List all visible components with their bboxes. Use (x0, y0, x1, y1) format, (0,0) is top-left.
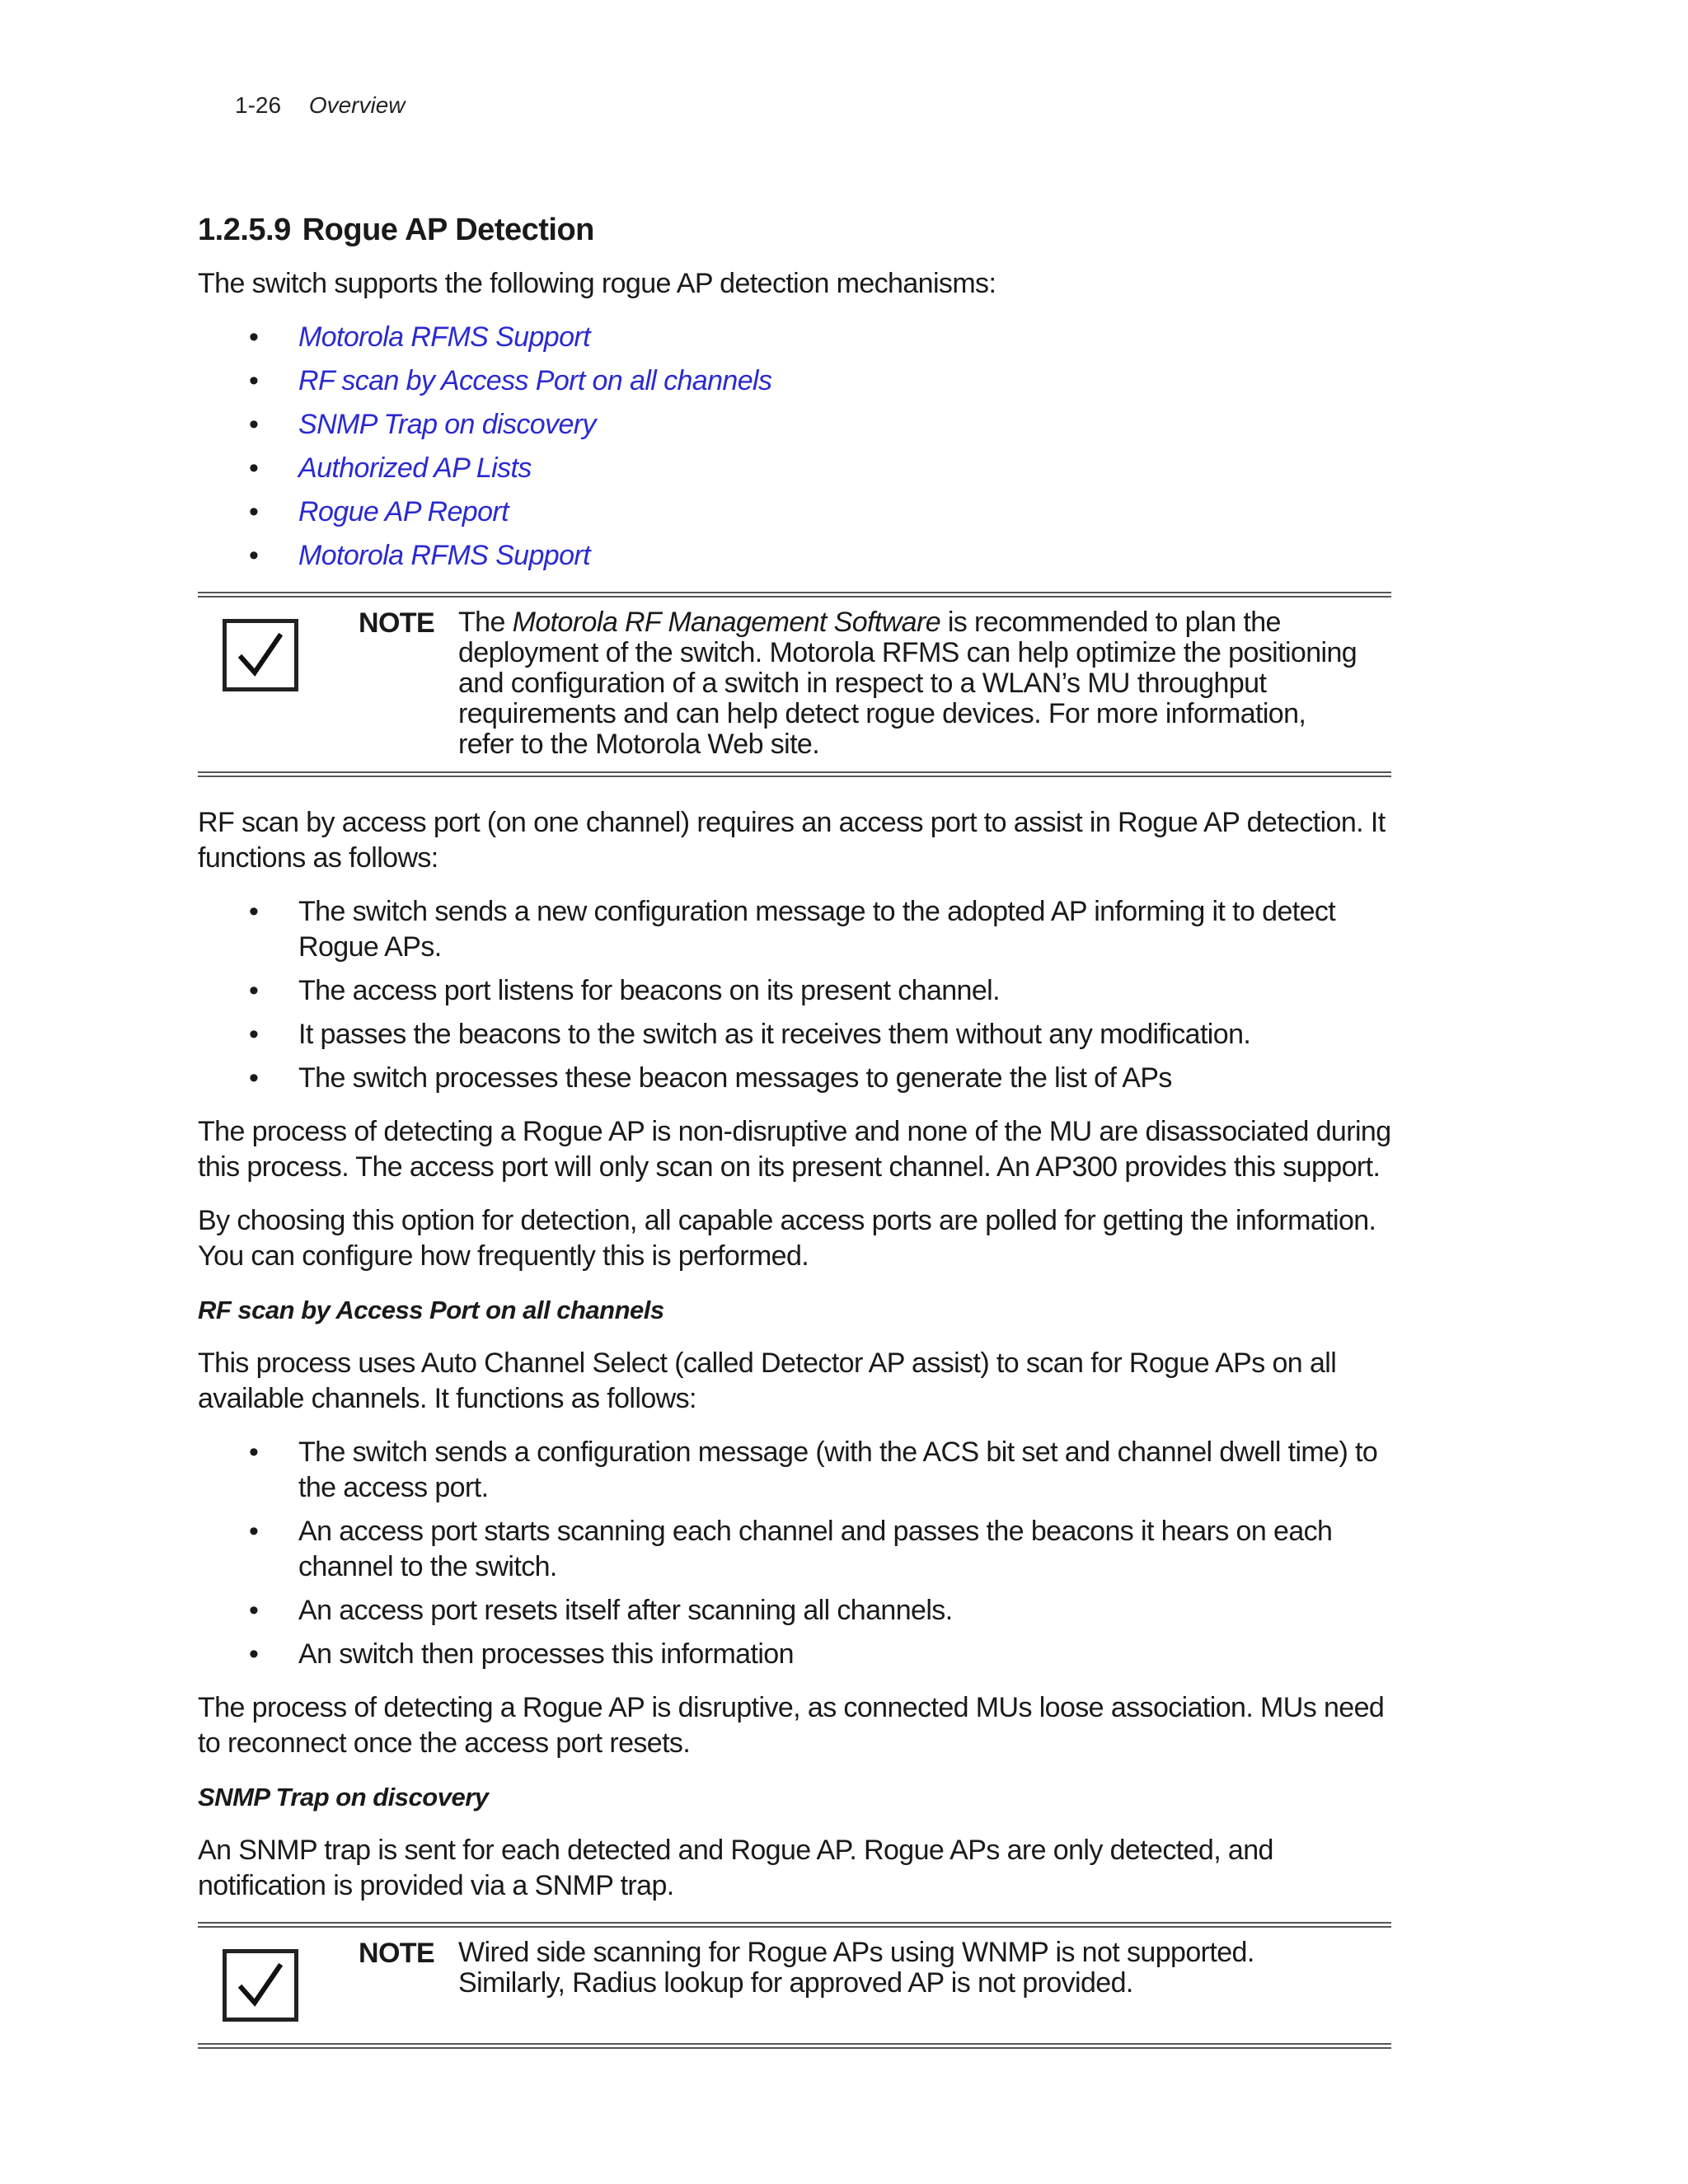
rf-one-channel-para-1: The process of detecting a Rogue AP is non-disruptive and none of the MU are disassociated during this process. The access port will only scan on its present channel. An AP300 provides this support. (198, 1116, 1391, 1183)
chapter-title: Overview (308, 92, 406, 118)
section-number: 1.2.5.9 (198, 213, 291, 247)
note-box (198, 592, 1391, 777)
link-rogue-ap-report[interactable]: Rogue AP Report (298, 496, 509, 527)
list-item (198, 320, 1393, 355)
list-item: • The switch processes these beacon messages to generate the list of APs (198, 1061, 1393, 1096)
page-content (198, 213, 1393, 2077)
rf-all-channels-intro: This process uses Auto Channel Select (called Detector AP assist) to scan for Rogue APs on all available channels. It functions as follows: (198, 1347, 1337, 1414)
list-item: • The access port listens for beacons on its present channel. (198, 973, 1393, 1009)
link-rfms-support[interactable]: Motorola RFMS Support (298, 321, 590, 353)
list-item (198, 494, 1393, 530)
list-item: • The switch sends a new configuration message to the adopted AP informing it to detect Rogue APs. (198, 894, 1393, 965)
list-item: • It passes the beacons to the switch as it receives them without any modification. (198, 1017, 1393, 1052)
running-header (235, 92, 406, 119)
link-rfms-support-2[interactable]: Motorola RFMS Support (298, 540, 590, 571)
snmp-para: An SNMP trap is sent for each detected and Rogue AP. Rogue APs are only detected, and notification is provided via a SNMP trap. (198, 1835, 1273, 1901)
mechanism-link-list (198, 320, 1393, 574)
rf-one-channel-intro: RF scan by access port (on one channel) requires an access port to assist in Rogue AP detection. It functions as follows: (198, 807, 1386, 874)
page-number: 1-26 (235, 92, 282, 118)
checkmark-icon (223, 1949, 298, 2022)
snmp-heading: SNMP Trap on discovery (198, 1783, 489, 1811)
link-snmp-trap[interactable]: SNMP Trap on discovery (298, 409, 596, 440)
rf-all-channels-para: The process of detecting a Rogue AP is disruptive, as connected MUs loose association. MUs need to reconnect once the access port resets. (198, 1692, 1385, 1759)
note-text: The Motorola RF Management Software is recommended to plan the deployment of the switch. Motorola RFMS can help optimize the positioning and configuration of a switch in respect to a WLAN’s MU throughput requirements and can help detect rogue devices. For more information, refer to the Motorola Web site. (458, 607, 1357, 760)
list-item: • An access port starts scanning each channel and passes the beacons it hears on each channel to the switch. (198, 1514, 1393, 1585)
note-emphasis: Motorola RF Management Software (512, 607, 940, 638)
note-label: NOTE (359, 607, 435, 639)
list-item: • The switch sends a configuration message (with the ACS bit set and channel dwell time) to the access port. (198, 1435, 1393, 1506)
rf-all-channels-heading: RF scan by Access Port on all channels (198, 1296, 664, 1324)
rf-all-channels-steps (198, 1435, 1393, 1672)
checkmark-icon (223, 619, 298, 691)
list-item: • An access port resets itself after scanning all channels. (198, 1593, 1393, 1629)
note-text: Wired side scanning for Rogue APs using WNMP is not supported. Similarly, Radius lookup for approved AP is not provided. (458, 1937, 1254, 1999)
link-rf-scan-all-channels[interactable]: RF scan by Access Port on all channels (298, 365, 772, 396)
section-title: Rogue AP Detection (302, 213, 594, 247)
list-item (198, 538, 1393, 574)
list-item (198, 363, 1393, 399)
section-heading (198, 213, 1393, 248)
list-item: • An switch then processes this information (198, 1637, 1393, 1672)
rf-one-channel-steps (198, 894, 1393, 1096)
note-label: NOTE (359, 1938, 435, 1969)
link-authorized-ap-lists[interactable]: Authorized AP Lists (298, 452, 532, 484)
note-box-2 (198, 1922, 1391, 2049)
rf-one-channel-para-2: By choosing this option for detection, all capable access ports are polled for getting the information. You can configure how frequently this is performed. (198, 1205, 1376, 1272)
intro-paragraph: The switch supports the following rogue AP detection mechanisms: (198, 268, 996, 299)
list-item (198, 407, 1393, 443)
list-item (198, 451, 1393, 486)
